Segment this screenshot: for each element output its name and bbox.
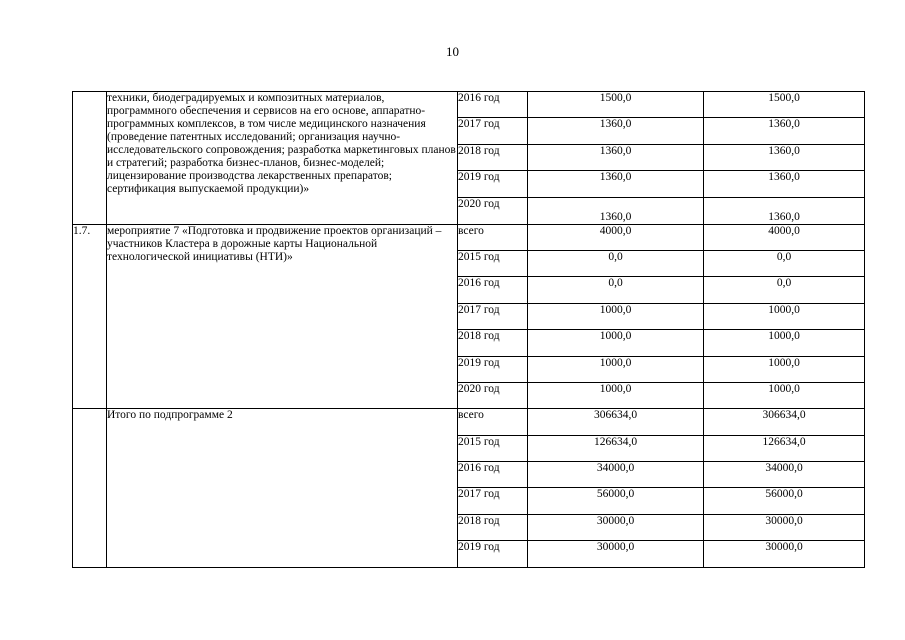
amount-total-cell: 30000,0 [528,514,704,540]
amount-budget-cell: 1500,0 [704,92,865,118]
year-cell: 2017 год [458,303,528,329]
year-cell: 2019 год [458,541,528,567]
amount-total-cell: 4000,0 [528,224,704,250]
year-cell: 2016 год [458,92,528,118]
year-cell: 2019 год [458,171,528,197]
table-row [73,92,865,118]
item-description-cell: техники, биодеградируемых и композитных материалов, программного обеспечения и сервисов на его основе, аппаратно-программных комплексов, в том числе медицинского назначения (проведение патентных исследований; организация научно-исследовательского сопровождения; разработка маркетинговых планов и стратегий; разработка бизнес-планов, бизнес-моделей; лицензирование производства лекарственных препаратов; сертификация выпускаемой продукции)» [107,92,458,225]
year-cell: 2020 год [458,197,528,224]
amount-total-cell: 1000,0 [528,382,704,408]
amount-budget-cell: 0,0 [704,250,865,276]
year-cell: 2018 год [458,144,528,170]
amount-total-cell: 0,0 [528,277,704,303]
amount-budget-cell: 1360,0 [704,118,865,144]
amount-budget-cell: 1000,0 [704,330,865,356]
amount-budget-cell: 56000,0 [704,488,865,514]
amount-budget-cell: 306634,0 [704,409,865,435]
year-cell: 2015 год [458,435,528,461]
amount-total-cell: 30000,0 [528,541,704,567]
amount-total-cell: 56000,0 [528,488,704,514]
year-cell: 2019 год [458,356,528,382]
amount-budget-cell: 1000,0 [704,382,865,408]
budget-table-body [73,92,865,568]
amount-budget-cell: 34000,0 [704,462,865,488]
table-row [73,224,865,250]
year-cell: 2015 год [458,250,528,276]
year-cell: 2016 год [458,277,528,303]
year-cell: 2020 год [458,382,528,408]
amount-total-cell: 1360,0 [528,144,704,170]
amount-total-cell: 1000,0 [528,330,704,356]
budget-table [72,91,865,568]
page-number: 10 [446,44,459,59]
year-cell: 2017 год [458,118,528,144]
amount-budget-cell: 0,0 [704,277,865,303]
amount-total-cell: 1500,0 [528,92,704,118]
amount-budget-cell: 4000,0 [704,224,865,250]
amount-total-cell: 1000,0 [528,356,704,382]
amount-total-cell: 1360,0 [528,118,704,144]
year-cell: 2018 год [458,514,528,540]
amount-budget-cell: 30000,0 [704,514,865,540]
amount-total-cell: 126634,0 [528,435,704,461]
item-description-cell: мероприятие 7 «Подготовка и продвижение проектов организаций – участников Кластера в дорожные карты Национальной технологической инициативы (НТИ)» [107,224,458,409]
amount-total-cell: 0,0 [528,250,704,276]
item-number-cell: 1.7. [73,224,107,409]
item-number-cell [73,409,107,567]
amount-budget-cell: 30000,0 [704,541,865,567]
amount-budget-cell: 1360,0 [704,171,865,197]
amount-budget-cell: 126634,0 [704,435,865,461]
year-cell: 2018 год [458,330,528,356]
amount-budget-cell: 1000,0 [704,356,865,382]
table-row [73,409,865,435]
amount-total-cell: 34000,0 [528,462,704,488]
amount-budget-cell: 1360,0 [704,144,865,170]
amount-total-cell: 1000,0 [528,303,704,329]
year-cell: 2017 год [458,488,528,514]
amount-total-cell: 1360,0 [528,171,704,197]
amount-budget-cell: 1360,0 [704,197,865,224]
amount-budget-cell: 1000,0 [704,303,865,329]
year-cell: 2016 год [458,462,528,488]
amount-total-cell: 1360,0 [528,197,704,224]
year-cell: всего [458,224,528,250]
year-cell: всего [458,409,528,435]
item-description-cell: Итого по подпрограмме 2 [107,409,458,567]
item-number-cell [73,92,107,225]
amount-total-cell: 306634,0 [528,409,704,435]
